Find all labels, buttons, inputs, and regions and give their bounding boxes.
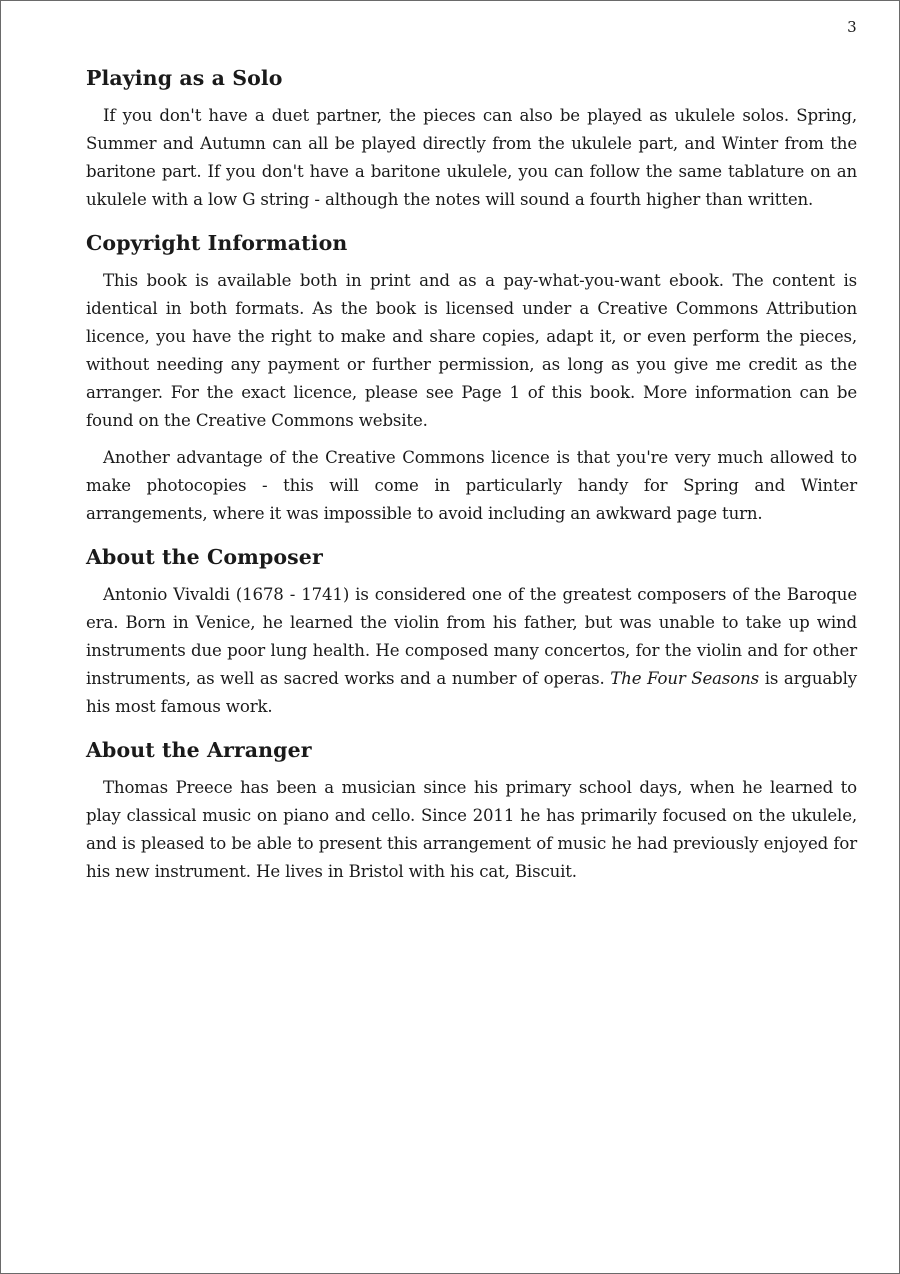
section-heading: About the Arranger — [86, 738, 312, 762]
section-about-arranger — [86, 735, 857, 886]
section-heading: Copyright Information — [86, 231, 348, 255]
work-title: The Four Seasons — [610, 669, 760, 688]
section-about-composer — [86, 542, 857, 721]
section-paragraph: If you don't have a duet partner, the pieces can also be played as ukulele solos. Spring, Summer and Autumn can all be played directly from the ukulele part, and Winter from the baritone part. If you don't have a baritone ukulele, you can follow the same tablature on an ukulele with a low G string - although the notes will sound a fourth higher than written. — [86, 106, 857, 209]
section-heading: Playing as a Solo — [86, 66, 283, 90]
paragraph-text: is arguably his most famous work. — [86, 669, 858, 716]
section-playing-as-solo — [86, 63, 857, 214]
paragraph-text: Antonio Vivaldi (1678 - 1741) is considered one of the greatest composers of the Baroque era. Born in Venice, he learned the violin from his father, but was unable to take up wind instruments due poor lung health. He composed many concertos, for the violin and for other instruments, as well as sacred works and a number of operas. — [86, 585, 857, 688]
section-paragraph: Thomas Preece has been a musician since his primary school days, when he learned to play classical music on piano and cello. Since 2011 he has primarily focused on the ukulele, and is pleased to be able to present this arrangement of music he had previously enjoyed for his new instrument. He lives in Bristol with his cat, Biscuit. — [86, 778, 857, 881]
page-number: 3 — [847, 18, 857, 36]
section-paragraph: This book is available both in print and as a pay-what-you-want ebook. The content is identical in both formats. As the book is licensed under a Creative Commons Attribution licence, you have the right to make and share copies, adapt it, or even perform the pieces, without needing any payment or further permission, as long as you give me credit as the arranger. For the exact licence, please see Page 1 of this book. More information can be found on the Creative Commons website. — [86, 271, 857, 430]
page-content — [86, 63, 857, 900]
section-copyright-information — [86, 228, 857, 528]
section-heading: About the Composer — [86, 545, 323, 569]
section-paragraph — [86, 581, 857, 721]
section-paragraph: Another advantage of the Creative Commons licence is that you're very much allowed to make photocopies - this will come in particularly handy for Spring and Winter arrangements, where it was impossible to avoid including an awkward page turn. — [86, 448, 857, 523]
